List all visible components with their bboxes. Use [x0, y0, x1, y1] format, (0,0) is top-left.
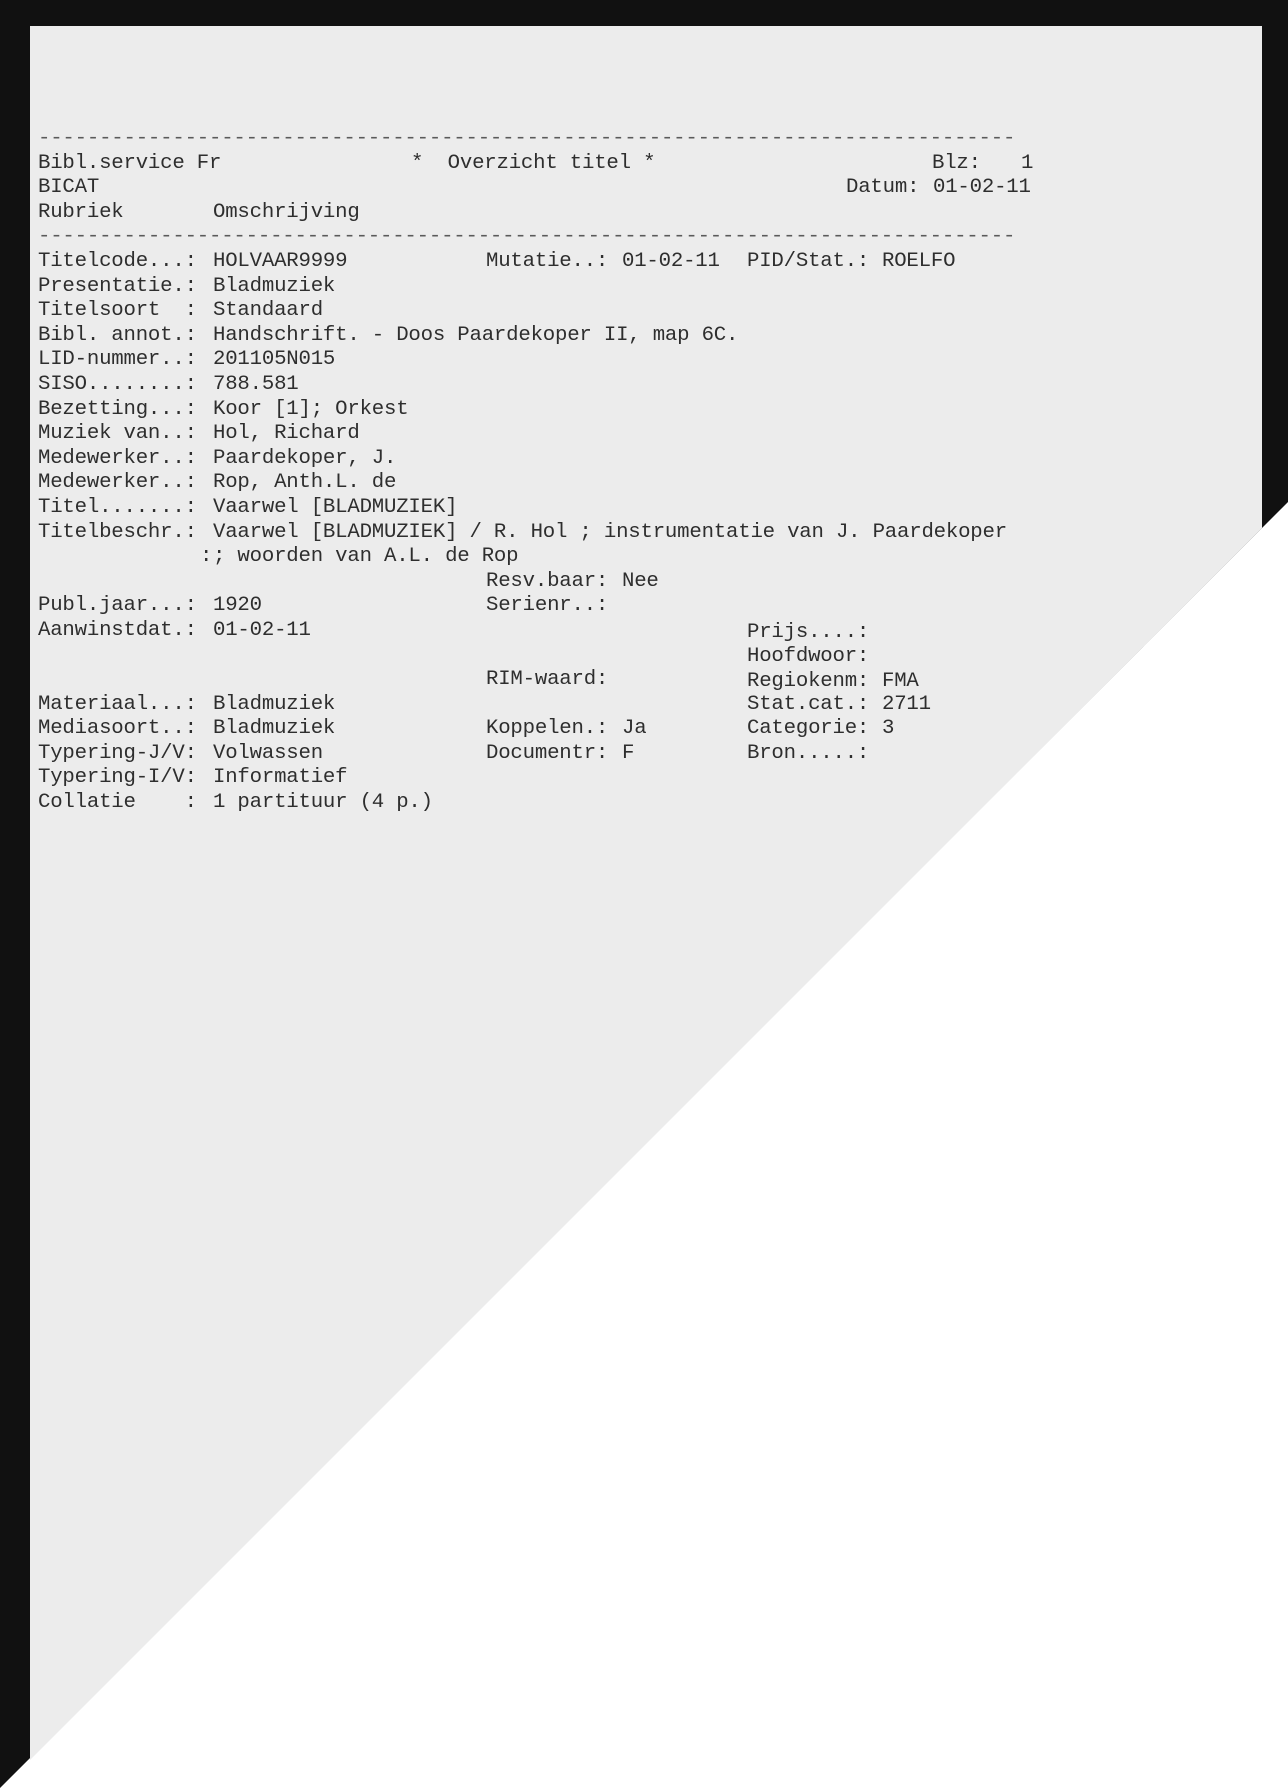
field-label: Mutatie..: — [486, 249, 609, 273]
field-label: Koppelen.: — [486, 717, 609, 741]
field-label: Serienr..: — [486, 594, 609, 618]
field-label: Typering-J/V: — [38, 741, 197, 765]
field-label: Prijs....: — [747, 620, 870, 644]
report-source: Bibl.service Fr — [38, 151, 222, 175]
field-label: LID-nummer..: — [38, 348, 197, 372]
field-label: Collatie : — [38, 791, 197, 815]
field-row-titel — [38, 495, 458, 521]
separator-line-top — [38, 127, 1016, 152]
date-label: Datum: — [846, 176, 920, 200]
field-value-materiaal: Bladmuziek — [213, 692, 336, 716]
column-header-rubriek: Rubriek — [38, 200, 124, 224]
field-value-lid-nummer: 201105N015 — [213, 348, 336, 372]
field-label: Bibl. annot.: — [38, 323, 197, 347]
field-value-collatie: 1 partituur (4 p.) — [213, 791, 433, 815]
field-label: Titel.......: — [38, 495, 197, 519]
field-row-publ-jaar — [38, 594, 609, 619]
field-row-annotatie — [38, 323, 739, 349]
field-label: Typering-I/V: — [38, 766, 197, 790]
field-row-mediasoort — [38, 717, 895, 742]
field-value-publ-jaar: 1920 — [213, 594, 262, 618]
field-label: Regiokenm: — [747, 670, 870, 694]
field-label: Titelcode...: — [38, 249, 197, 273]
field-value-bezetting: Koor [1]; Orkest — [213, 397, 409, 421]
field-row-presentatie — [38, 274, 336, 300]
field-value-koppelen: Ja — [622, 717, 647, 741]
field-value-presentatie: Bladmuziek — [213, 274, 336, 298]
field-value-stat-cat: 2711 — [882, 692, 931, 716]
field-value-categorie: 3 — [882, 717, 895, 741]
field-value-titel: Vaarwel [BLADMUZIEK] — [213, 495, 458, 519]
field-row-hoofdwoord — [38, 643, 870, 669]
field-row-muziek-van — [38, 422, 360, 447]
page-label: Blz: — [932, 151, 981, 175]
field-label: Documentr: — [486, 741, 609, 765]
field-value-titelbeschrijving-continued: ; woorden van A.L. de Rop — [213, 545, 519, 569]
field-value-titelbeschrijving: Vaarwel [BLADMUZIEK] / R. Hol ; instrumentatie van J. Paardekoper — [213, 520, 1007, 544]
catalog-printout — [38, 127, 1034, 816]
field-label: Muziek van..: — [38, 422, 197, 446]
field-row-medewerker — [38, 471, 397, 496]
field-value-annotatie: Handschrift. - Doos Paardekoper II, map 6C. — [213, 323, 739, 347]
field-label: Stat.cat.: — [747, 692, 870, 716]
field-label: Categorie: — [747, 717, 870, 741]
separator-rule: -------------------------------------------------------------------------------- — [38, 127, 1016, 150]
field-row-typering-jv — [38, 741, 870, 767]
field-value-titelsoort: Standaard — [213, 299, 323, 323]
field-value-muziek-van: Hol, Richard — [213, 422, 360, 446]
report-title: * Overzicht titel * — [411, 151, 656, 175]
field-label: Titelsoort : — [38, 299, 197, 323]
field-row-collatie — [38, 791, 433, 816]
field-value-typering-iv: Informatief — [213, 766, 348, 790]
field-row-titelsoort — [38, 299, 323, 324]
field-label: PID/Stat.: — [747, 249, 870, 273]
field-label: Titelbeschr.: — [38, 520, 197, 544]
field-label: Bezetting...: — [38, 397, 197, 421]
field-label: Medewerker..: — [38, 471, 197, 495]
field-row-lid-nummer — [38, 348, 336, 373]
field-row-titelbeschrijving-continued — [38, 545, 519, 570]
field-label: Aanwinstdat.: — [38, 618, 197, 642]
field-value-regiokenmerk: FMA — [882, 670, 919, 694]
continuation-colon: : — [200, 545, 213, 569]
field-value-medewerker: Paardekoper, J. — [213, 446, 397, 470]
field-value-pid: ROELFO — [882, 249, 956, 273]
report-date: 01-02-11 — [933, 176, 1031, 200]
field-label: Resv.baar: — [486, 569, 609, 593]
field-label: Medewerker..: — [38, 446, 197, 470]
field-row-rim-waard — [38, 668, 919, 694]
column-header-line — [38, 200, 360, 226]
field-value-typering-jv: Volwassen — [213, 741, 323, 765]
field-value-mutatie: 01-02-11 — [622, 249, 720, 273]
field-value-siso: 788.581 — [213, 372, 299, 396]
column-header-omschrijving: Omschrijving — [213, 200, 360, 224]
field-value-aanwinstdatum: 01-02-11 — [213, 618, 311, 642]
field-row-siso — [38, 372, 299, 398]
field-value-documentr: F — [622, 741, 635, 765]
field-row-aanwinstdatum — [38, 618, 870, 644]
field-label: RIM-waard: — [486, 668, 609, 692]
header-line-1 — [38, 151, 1034, 177]
field-row-titelcode — [38, 249, 956, 275]
field-value-titelcode: HOLVAAR9999 — [213, 249, 348, 273]
field-label: Publ.jaar...: — [38, 594, 197, 618]
field-label: Presentatie.: — [38, 274, 197, 298]
field-value-resv-baar: Nee — [622, 569, 659, 593]
field-row-bezetting — [38, 397, 409, 423]
header-line-2 — [38, 176, 1031, 201]
field-row-resv-baar — [38, 569, 659, 595]
field-row-typering-iv — [38, 766, 348, 791]
field-row-medewerker — [38, 446, 397, 472]
field-value-mediasoort: Bladmuziek — [213, 717, 336, 741]
field-label: Mediasoort..: — [38, 717, 197, 741]
field-label: SISO........: — [38, 372, 197, 396]
field-label: Materiaal...: — [38, 692, 197, 716]
field-value-medewerker: Rop, Anth.L. de — [213, 471, 397, 495]
field-label: Hoofdwoor: — [747, 645, 870, 669]
field-label: Bron.....: — [747, 741, 870, 765]
page-number: 1 — [1021, 151, 1034, 175]
field-row-titelbeschrijving — [38, 520, 1007, 546]
separator-line-mid — [38, 225, 1016, 250]
system-name: BICAT — [38, 176, 100, 200]
separator-rule: -------------------------------------------------------------------------------- — [38, 225, 1016, 249]
field-row-materiaal — [38, 692, 931, 718]
